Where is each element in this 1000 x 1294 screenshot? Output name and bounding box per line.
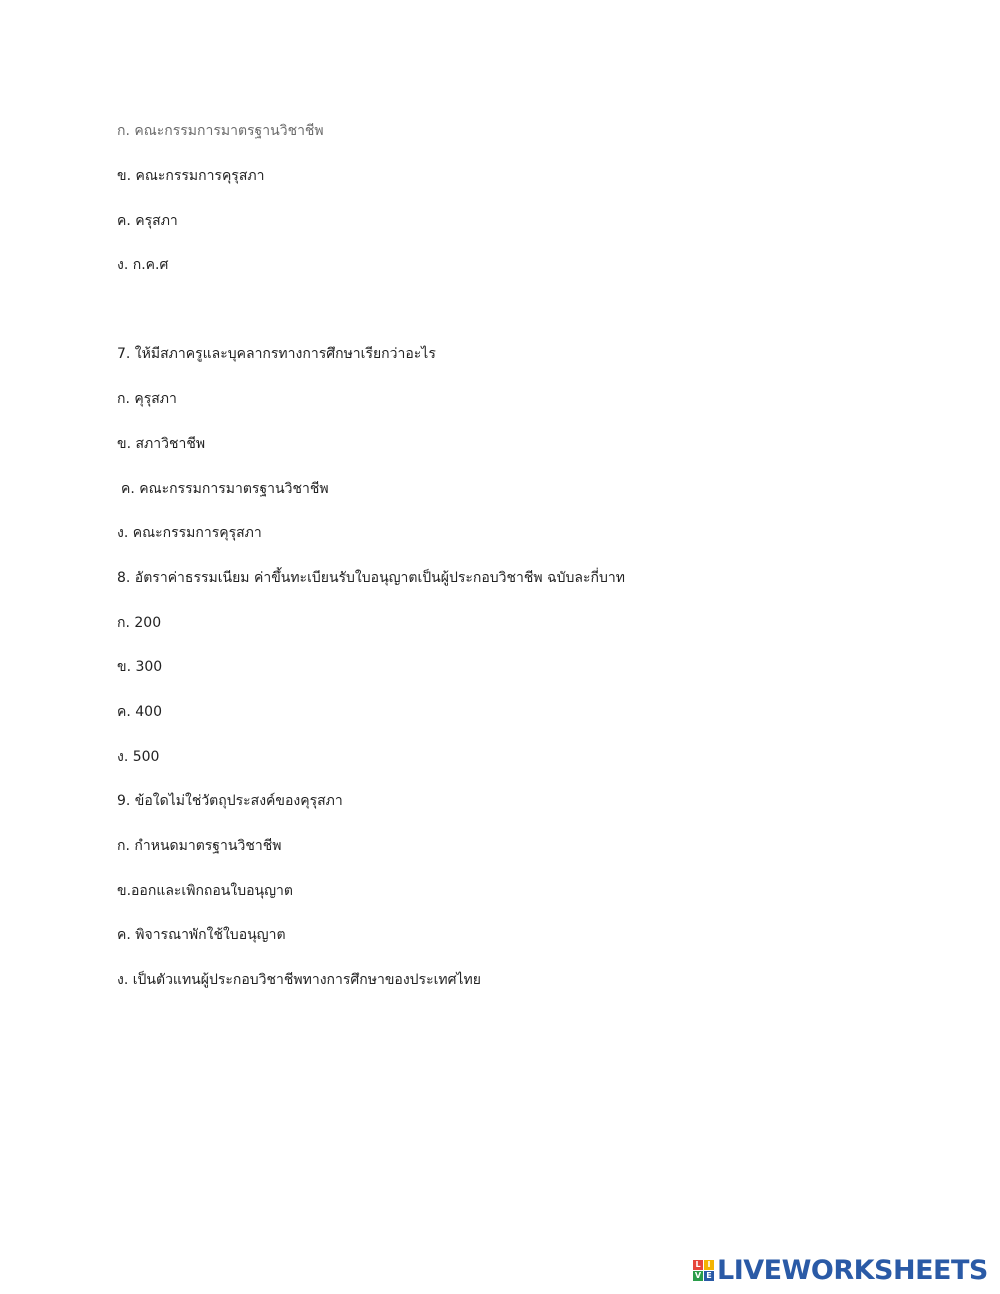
option-a-q6: ก. คณะกรรมการมาตรฐานวิชาชีพ bbox=[117, 123, 324, 139]
question-7: 7. ให้มีสภาครูและบุคลากรทางการศึกษาเรียกว่าอะไร bbox=[117, 346, 436, 362]
live-icon bbox=[693, 1260, 714, 1281]
option-b-q8: ข. 300 bbox=[117, 659, 163, 675]
option-a-q9: ก. กำหนดมาตรฐานวิชาชีพ bbox=[117, 838, 282, 854]
live-icon-e: E bbox=[704, 1271, 714, 1281]
option-c-q8: ค. 400 bbox=[117, 704, 162, 720]
option-d-q6: ง. ก.ค.ศ bbox=[117, 257, 169, 273]
brand-name: LIVEWORKSHEETS bbox=[717, 1254, 988, 1286]
option-c-q7: ค. คณะกรรมการมาตรฐานวิชาชีพ bbox=[121, 481, 329, 497]
option-a-q8: ก. 200 bbox=[117, 615, 162, 631]
question-8: 8. อัตราค่าธรรมเนียม ค่าขึ้นทะเบียนรับใบอนุญาตเป็นผู้ประกอบวิชาชีพ ฉบับละกี่บาท bbox=[117, 570, 625, 586]
option-a-q7: ก. คุรุสภา bbox=[117, 391, 177, 407]
option-b-q7: ข. สภาวิชาชีพ bbox=[117, 436, 206, 452]
option-d-q7: ง. คณะกรรมการคุรุสภา bbox=[117, 525, 262, 541]
liveworksheets-logo bbox=[693, 1254, 988, 1286]
option-b-q9: ข.ออกและเพิกถอนใบอนุญาต bbox=[117, 883, 293, 899]
option-b-q6: ข. คณะกรรมการคุรุสภา bbox=[117, 168, 265, 184]
option-c-q9: ค. พิจารณาพักใช้ใบอนุญาต bbox=[117, 927, 286, 943]
live-icon-v: V bbox=[694, 1270, 702, 1280]
live-icon-l: L bbox=[693, 1260, 703, 1270]
option-c-q6: ค. ครุสภา bbox=[117, 213, 178, 229]
live-icon-i: I bbox=[704, 1260, 714, 1270]
option-d-q8: ง. 500 bbox=[117, 749, 160, 765]
option-d-q9: ง. เป็นตัวแทนผู้ประกอบวิชาชีพทางการศึกษาของประเทศไทย bbox=[117, 972, 481, 988]
question-9: 9. ข้อใดไม่ใช่วัตถุประสงค์ของคุรุสภา bbox=[117, 793, 343, 809]
